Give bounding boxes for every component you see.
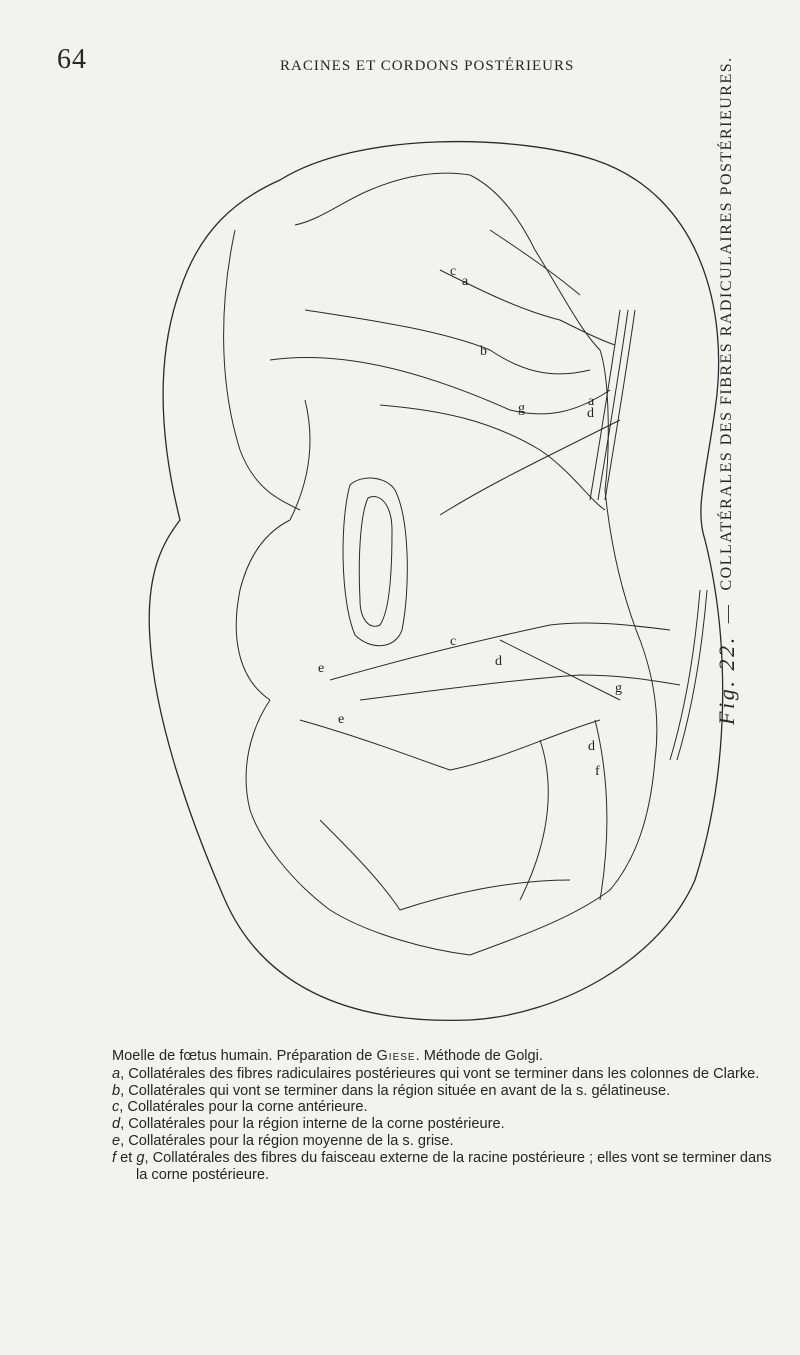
collateral-upper-5	[490, 230, 580, 295]
collateral-upper-6	[440, 420, 620, 515]
clarke-column-outer	[343, 478, 407, 646]
figure-letter-a: a	[462, 274, 469, 289]
figure-letter-d: d	[495, 654, 502, 669]
figure-letter-b: b	[480, 344, 487, 359]
figure-letter-d: d	[587, 406, 594, 421]
figure-letter-g: g	[615, 681, 622, 696]
figure-letter-f: f	[595, 764, 600, 779]
figure-letter-e: e	[318, 661, 325, 676]
root-bundle-4	[670, 590, 700, 760]
figure-label: Fig. 22.	[714, 635, 739, 725]
figure-letter-a: a	[588, 394, 595, 409]
collateral-lower-8	[400, 880, 570, 910]
grey-lower-right	[605, 490, 657, 760]
root-bundle-2	[598, 310, 628, 500]
caption-author: Giese	[376, 1048, 416, 1064]
collateral-lower-4	[500, 640, 620, 700]
root-bundle-3	[605, 310, 635, 500]
collateral-lower-6	[595, 720, 607, 900]
collateral-lower-3	[300, 720, 600, 770]
figure-dash: —	[716, 602, 737, 624]
caption-item-a: a, Collatérales des fibres radiculaires postérieures qui vont se terminer dans les colonnes de Clarke.	[112, 1065, 760, 1082]
caption-item-c: c, Collatérales pour la corne antérieure.	[112, 1099, 368, 1116]
caption-item-e: e, Collatérales pour la région moyenne de la s. grise.	[112, 1132, 454, 1149]
figure-caption	[112, 1048, 777, 1183]
figure-title: COLLATÉRALES DES FIBRES RADICULAIRES POSTÉRIEURES.	[718, 56, 735, 591]
collateral-upper-2	[305, 310, 590, 374]
grey-central	[470, 175, 608, 490]
figure-letter-g: g	[518, 401, 525, 416]
figure-letter-d: d	[588, 739, 595, 754]
collateral-upper-1	[270, 357, 610, 413]
collateral-lower-7	[320, 820, 400, 910]
anterior-horn-right	[470, 760, 655, 955]
grey-left-horn	[295, 173, 470, 225]
collateral-lower-1	[330, 623, 670, 680]
root-bundle-1	[590, 310, 620, 500]
grey-midline	[290, 400, 310, 520]
spinal-cord-figure	[140, 120, 730, 1040]
figure-letter-c: c	[450, 634, 457, 649]
clarke-column-inner	[359, 497, 392, 627]
collateral-lower-2	[360, 675, 680, 700]
collateral-lower-5	[520, 740, 548, 900]
grey-left-lower	[236, 520, 290, 700]
caption-item-fg: f et g, Collatérales des fibres du faisceau externe de la racine postérieure ; elles vont se terminer dans la corne postérieure.	[112, 1149, 772, 1183]
posterior-horn-left	[224, 230, 300, 510]
caption-intro: Moelle de fœtus humain. Préparation de Giese. Méthode de Golgi.	[112, 1048, 543, 1064]
figure-letter-c: c	[450, 264, 457, 279]
collateral-upper-3	[380, 405, 605, 510]
running-title: RACINES ET CORDONS POSTÉRIEURS	[280, 58, 575, 74]
spinal-cord-drawing	[140, 120, 730, 1040]
page-number: 64	[57, 44, 87, 75]
caption-item-b: b, Collatérales qui vont se terminer dans la région située en avant de la s. gélatineuse.	[112, 1082, 671, 1099]
figure-letter-e: e	[338, 712, 345, 727]
cord-outline	[149, 142, 722, 1021]
caption-item-d: d, Collatérales pour la région interne de la corne postérieure.	[112, 1116, 505, 1133]
root-bundle-5	[677, 590, 707, 760]
